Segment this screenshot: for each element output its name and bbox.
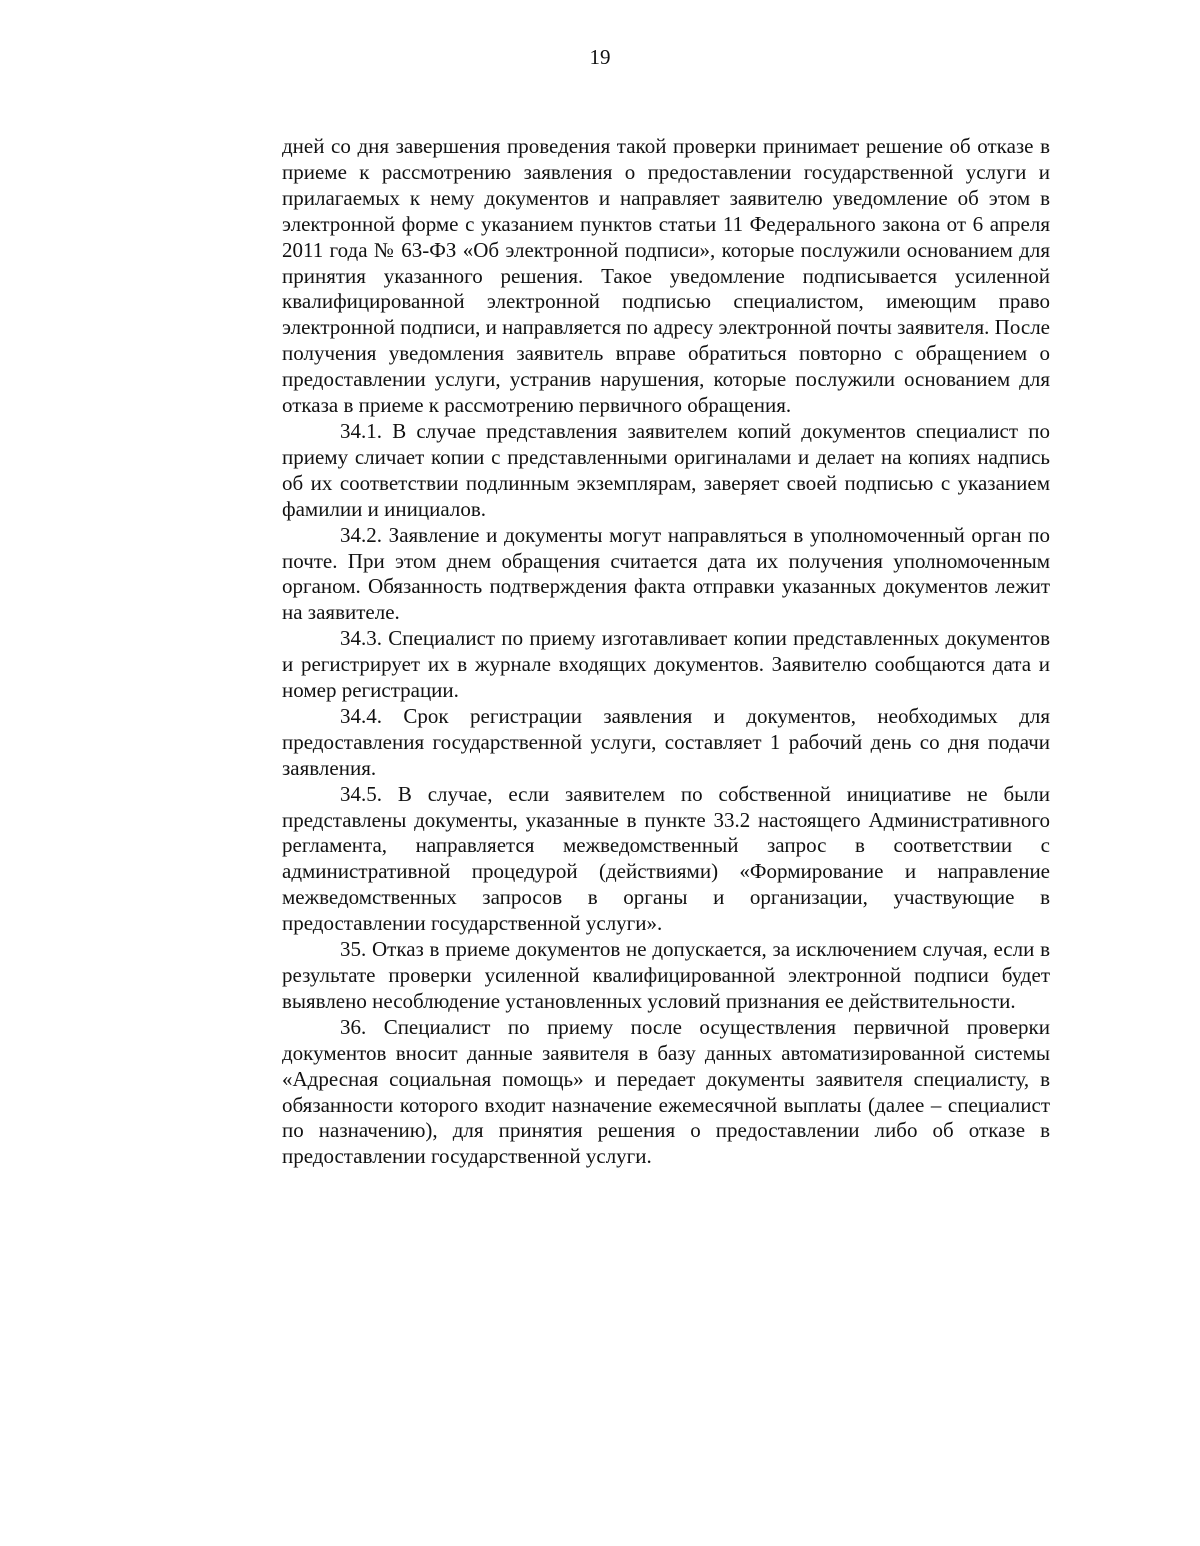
paragraph-34-1: 34.1. В случае представления заявителем копий документов специалист по приему сличает копии с представленными оригиналами и делает на копиях надпись об их соответствии подлинным экземплярам, заверяет своей подписью с указанием фамилии и инициалов. (282, 418, 1050, 521)
paragraph-34-3: 34.3. Специалист по приему изготавливает копии представленных документов и регистрирует их в журнале входящих документов. Заявителю сообщаются дата и номер регистрации. (282, 626, 1050, 703)
paragraph-34-2: 34.2. Заявление и документы могут направляться в уполномоченный орган по почте. При этом днем обращения считается дата их получения уполномоченным органом. Обязанность подтверждения факта отправки указанных документов лежит на заявителе. (282, 522, 1050, 625)
paragraph-34-4: 34.4. Срок регистрации заявления и документов, необходимых для предоставления государственной услуги, составляет 1 рабочий день со дня подачи заявления. (282, 703, 1050, 780)
paragraph-36: 36. Специалист по приему после осуществления первичной проверки документов вносит данные заявителя в базу данных автоматизированной системы «Адресная социальная помощь» и передает документы заявителя специалисту, в обязанности которого входит назначение ежемесячной выплаты (далее – специалист по назначению), для принятия решения о предоставлении либо об отказе в предоставлении государственной услуги. (282, 1014, 1050, 1169)
paragraph-35: 35. Отказ в приеме документов не допускается, за исключением случая, если в результате проверки усиленной квалифицированной электронной подписи будет выявлено несоблюдение установленных условий признания ее действительности. (282, 937, 1050, 1013)
page-number: 19 (589, 45, 611, 69)
paragraph-34-5: 34.5. В случае, если заявителем по собственной инициативе не были представлены документы, указанные в пункте 33.2 настоящего Административного регламента, направляется межведомственный запрос в соответствии с административной процедурой (действиями) «Формирование и направление межведомственных запросов в органы и организации, участвующие в предоставлении государственной услуги». (282, 781, 1050, 936)
paragraph-continuation: дней со дня завершения проведения такой проверки принимает решение об отказе в приеме к рассмотрению заявления о предоставлении государственной услуги и прилагаемых к нему документов и направляет заявителю уведомление об этом в электронной форме с указанием пунктов статьи 11 Федерального закона от 6 апреля 2011 года № 63-ФЗ «Об электронной подписи», которые послужили основанием для принятия указанного решения. Такое уведомление подписывается усиленной квалифицированной электронной подписью специалистом, имеющим право электронной подписи, и направляется по адресу электронной почты заявителя. После получения уведомления заявитель вправе обратиться повторно с обращением о предоставлении услуги, устранив нарушения, которые послужили основанием для отказа в приеме к рассмотрению первичного обращения. (282, 134, 1050, 418)
document-body (282, 134, 1050, 1170)
